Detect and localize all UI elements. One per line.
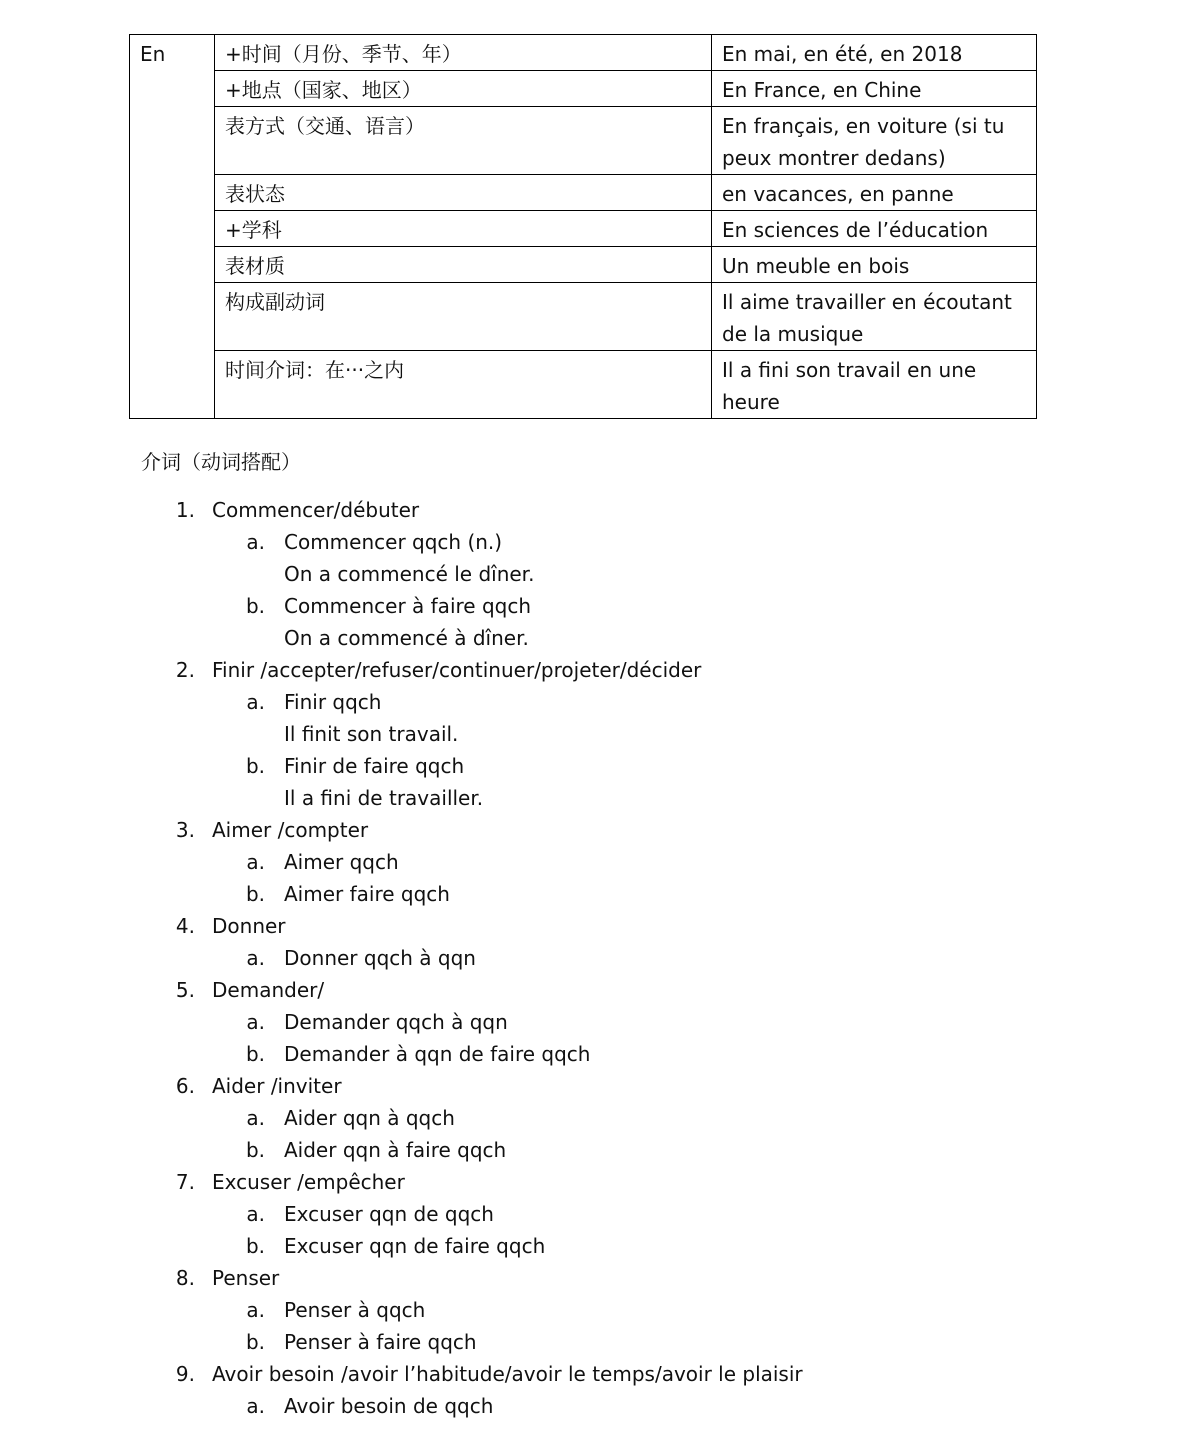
item-number: 8.	[175, 1266, 195, 1290]
list-item	[0, 974, 1100, 1070]
sub-list-item	[0, 1134, 1100, 1166]
construction-line	[0, 1038, 1100, 1070]
item-number: 7.	[175, 1170, 195, 1194]
table-row	[130, 351, 1037, 419]
verb-text: Commencer/débuter	[212, 498, 420, 522]
construction-line	[0, 1294, 1100, 1326]
verb-text: Penser	[212, 1266, 280, 1290]
item-letter: a.	[246, 1010, 265, 1034]
sub-list-item	[0, 1038, 1100, 1070]
construction-text: Commencer à faire qqch	[284, 594, 532, 618]
list-item	[0, 1358, 1100, 1422]
example-cell: Il aime travailler en écoutant de la musique	[712, 283, 1037, 351]
usage-cell: 表状态	[215, 175, 712, 211]
construction-line	[0, 686, 1100, 718]
verb-text: Avoir besoin /avoir l’habitude/avoir le temps/avoir le plaisir	[212, 1362, 803, 1386]
list-item	[0, 654, 1100, 814]
verb-text: Excuser /empêcher	[212, 1170, 405, 1194]
table-row	[130, 175, 1037, 211]
construction-line	[0, 1006, 1100, 1038]
verb-line	[0, 1262, 1100, 1294]
construction-text: Excuser qqn de qqch	[284, 1202, 494, 1226]
construction-text: Avoir besoin de qqch	[284, 1394, 494, 1418]
verb-line	[0, 654, 1100, 686]
item-letter: a.	[246, 850, 265, 874]
construction-line	[0, 1198, 1100, 1230]
construction-line	[0, 1390, 1100, 1422]
item-letter: b.	[245, 754, 265, 778]
sub-list-item	[0, 846, 1100, 878]
verb-line	[0, 974, 1100, 1006]
sub-list-item	[0, 686, 1100, 750]
item-letter: b.	[245, 1330, 265, 1354]
verb-line	[0, 1166, 1100, 1198]
item-letter: a.	[246, 1106, 265, 1130]
sub-list-item	[0, 1294, 1100, 1326]
sub-list-item	[0, 526, 1100, 590]
example-sentence: Il finit son travail.	[284, 722, 459, 746]
verb-line	[0, 1070, 1100, 1102]
item-letter: b.	[245, 1138, 265, 1162]
usage-cell: 表方式（交通、语言）	[215, 107, 712, 175]
construction-line	[0, 750, 1100, 782]
construction-text: Aider qqn à faire qqch	[284, 1138, 507, 1162]
verb-text: Donner	[212, 914, 286, 938]
item-number: 6.	[175, 1074, 195, 1098]
sub-list	[0, 686, 1100, 814]
example-cell: En français, en voiture (si tu peux montrer dedans)	[712, 107, 1037, 175]
sub-list-item	[0, 878, 1100, 910]
sub-list	[0, 526, 1100, 654]
table-row	[130, 211, 1037, 247]
item-letter: a.	[246, 1394, 265, 1418]
verb-list	[0, 494, 1100, 1422]
construction-text: Aider qqn à qqch	[284, 1106, 455, 1130]
example-sentence: Il a fini de travailler.	[284, 786, 484, 810]
construction-text: Aimer qqch	[284, 850, 399, 874]
construction-text: Finir qqch	[284, 690, 382, 714]
item-letter: a.	[246, 1202, 265, 1226]
table-row	[130, 107, 1037, 175]
usage-cell: +学科	[215, 211, 712, 247]
sub-list-item	[0, 1006, 1100, 1038]
item-number: 1.	[175, 498, 195, 522]
sub-list-item	[0, 1102, 1100, 1134]
sub-list	[0, 942, 1100, 974]
list-item	[0, 1262, 1100, 1358]
verb-line	[0, 494, 1100, 526]
list-item	[0, 1070, 1100, 1166]
verb-text: Aimer /compter	[212, 818, 369, 842]
sub-list-item	[0, 942, 1100, 974]
preposition-en-table	[129, 34, 1037, 419]
construction-line	[0, 1102, 1100, 1134]
item-letter: b.	[245, 882, 265, 906]
verb-line	[0, 1358, 1100, 1390]
verb-line	[0, 910, 1100, 942]
construction-text: Penser à faire qqch	[284, 1330, 477, 1354]
item-number: 5.	[175, 978, 195, 1002]
usage-cell: 时间介词：在···之内	[215, 351, 712, 419]
item-letter: b.	[245, 1234, 265, 1258]
sub-list	[0, 1198, 1100, 1262]
item-number: 9.	[175, 1362, 195, 1386]
sub-list	[0, 1390, 1100, 1422]
construction-line	[0, 846, 1100, 878]
sub-list-item	[0, 1390, 1100, 1422]
construction-text: Commencer qqch (n.)	[284, 530, 503, 554]
construction-line	[0, 878, 1100, 910]
list-item	[0, 494, 1100, 654]
item-letter: b.	[245, 594, 265, 618]
construction-text: Excuser qqn de faire qqch	[284, 1234, 546, 1258]
sub-list-item	[0, 1326, 1100, 1358]
item-letter: a.	[246, 530, 265, 554]
construction-text: Demander à qqn de faire qqch	[284, 1042, 591, 1066]
construction-text: Aimer faire qqch	[284, 882, 450, 906]
sub-list	[0, 1102, 1100, 1166]
item-letter: a.	[246, 1298, 265, 1322]
example-cell: en vacances, en panne	[712, 175, 1037, 211]
verb-line	[0, 814, 1100, 846]
construction-line	[0, 590, 1100, 622]
table-row	[130, 247, 1037, 283]
section-title: 介词（动词搭配）	[141, 450, 301, 474]
example-cell: Il a fini son travail en une heure	[712, 351, 1037, 419]
construction-text: Finir de faire qqch	[284, 754, 465, 778]
construction-line	[0, 942, 1100, 974]
list-item	[0, 910, 1100, 974]
sub-list-item	[0, 1230, 1100, 1262]
example-sentence: On a commencé à dîner.	[284, 626, 529, 650]
example-sentence: On a commencé le dîner.	[284, 562, 535, 586]
example-cell: En sciences de l’éducation	[712, 211, 1037, 247]
verb-text: Aider /inviter	[212, 1074, 342, 1098]
item-letter: a.	[246, 690, 265, 714]
table-row	[130, 283, 1037, 351]
item-number: 2.	[175, 658, 195, 682]
example-cell: En mai, en été, en 2018	[712, 35, 1037, 71]
preposition-cell: En	[130, 35, 215, 419]
sub-list	[0, 846, 1100, 910]
sub-list	[0, 1006, 1100, 1070]
construction-text: Donner qqch à qqn	[284, 946, 476, 970]
item-letter: a.	[246, 946, 265, 970]
list-item	[0, 1166, 1100, 1262]
example-cell: En France, en Chine	[712, 71, 1037, 107]
construction-text: Demander qqch à qqn	[284, 1010, 508, 1034]
sub-list-item	[0, 1198, 1100, 1230]
construction-line	[0, 1134, 1100, 1166]
usage-cell: 表材质	[215, 247, 712, 283]
item-number: 4.	[175, 914, 195, 938]
sub-list-item	[0, 590, 1100, 654]
item-number: 3.	[175, 818, 195, 842]
example-cell: Un meuble en bois	[712, 247, 1037, 283]
item-letter: b.	[245, 1042, 265, 1066]
list-item	[0, 814, 1100, 910]
sub-list	[0, 1294, 1100, 1358]
verb-text: Demander/	[212, 978, 325, 1002]
construction-line	[0, 1326, 1100, 1358]
table-row	[130, 35, 1037, 71]
sub-list-item	[0, 750, 1100, 814]
usage-cell: +时间（月份、季节、年）	[215, 35, 712, 71]
construction-line	[0, 1230, 1100, 1262]
construction-line	[0, 526, 1100, 558]
usage-cell: 构成副动词	[215, 283, 712, 351]
table-row	[130, 71, 1037, 107]
construction-text: Penser à qqch	[284, 1298, 426, 1322]
usage-cell: +地点（国家、地区）	[215, 71, 712, 107]
verb-text: Finir /accepter/refuser/continuer/projeter/décider	[212, 658, 702, 682]
